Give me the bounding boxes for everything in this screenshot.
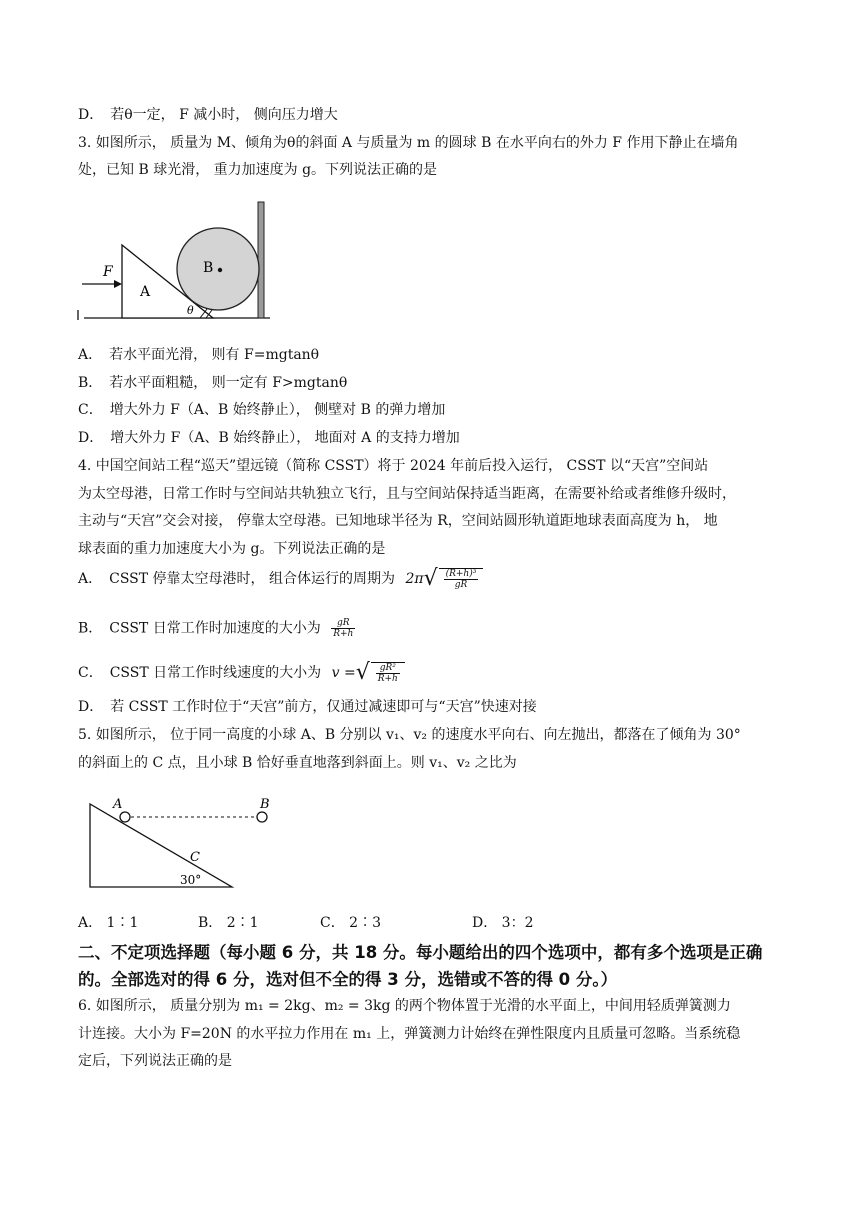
q3-option-c: C． 增大外力 F（A、B 始终静止）， 侧壁对 B 的弹力增加 [78,402,446,418]
q5-option-c: C． 2∶3 [320,915,381,931]
label-b: B [203,260,214,276]
q5-option-a: A． 1∶1 [78,915,139,931]
label-f: F [103,264,113,280]
section2-heading-line2: 的。全部选对的得 6 分，选对但不全的得 3 分，选错或不答的得 0 分。） [78,970,618,989]
q5-figure [80,790,280,894]
label-a: A [113,797,123,812]
q4-stem-line3: 主动与“天宫”交会对接， 停靠太空母港。已知地球半径为 R，空间站圆形轨道距地球表面高度为 h， 地 [78,513,718,529]
q3-option-d: D． 增大外力 F（A、B 始终静止）， 地面对 A 的支持力增加 [78,430,460,446]
label-angle: 30° [180,873,202,887]
q4-stem-line4: 球表面的重力加速度大小为 g。下列说法正确的是 [78,541,386,557]
q5-stem-line1: 5. 如图所示， 位于同一高度的小球 A、B 分别以 v₁、v₂ 的速度水平向右、向左抛出，都落在了倾角为 30° [78,727,741,743]
q5-option-b: B． 2∶1 [198,915,259,931]
incline [90,804,232,887]
section2-heading-line1: 二、不定项选择题（每小题 6 分，共 18 分。每小题给出的四个选项中，都有多个选项是正确 [78,943,763,962]
q3-option-a: A． 若水平面光滑， 则有 F=mgtanθ [78,347,320,363]
ball-a [120,812,130,822]
q4-stem-line2: 为太空母港，日常工作时与空间站共轨独立飞行，且与空间站保持适当距离，在需要补给或者维修升级时， [78,486,736,502]
label-a: A [140,284,151,300]
label-c: C [190,850,200,865]
ball-b [257,812,267,822]
q3-figure [70,196,275,326]
q4-option-c: C． CSST 日常工作时线速度的大小为 v =√ $\frac{\text{gR²}}{R+h}$ [78,662,405,684]
q4-option-b: B． CSST 日常工作时加速度的大小为 $\frac{gR}{R+h}$ [78,618,354,639]
q6-stem-line3: 定后，下列说法正确的是 [78,1053,232,1069]
q2-option-d: D． 若θ一定， F 减小时， 侧向压力增大 [78,107,338,123]
q3-option-b: B． 若水平面粗糙， 则一定有 F>mgtanθ [78,375,348,391]
q6-stem-line1: 6. 如图所示， 质量分别为 m₁ = 2kg、m₂ = 3kg 的两个物体置于光滑的水平面上，中间用轻质弹簧测力 [78,998,731,1014]
ball-b [177,228,259,310]
q6-stem-line2: 计连接。大小为 F=20N 的水平拉力作用在 m₁ 上，弹簧测力计始终在弹性限度内且质量可忽略。当系统稳 [78,1026,741,1042]
q4-option-a: A． CSST 停靠太空母港时， 组合体运行的周期为 2π√ $\frac{\text{(R+h)³}}{gR}$ [78,568,483,590]
wall [258,202,264,318]
q3-stem-line1: 3. 如图所示， 质量为 M、倾角为θ的斜面 A 与质量为 m 的圆球 B 在水平向右的外力 F 作用下静止在墙角 [78,135,739,151]
q4-stem-line1: 4. 中国空间站工程“巡天”望远镜（简称 CSST）将于 2024 年前后投入运行， CSST 以“天宫”空间站 [78,458,709,474]
label-b: B [260,797,270,812]
q5-stem-line2: 的斜面上的 C 点，且小球 B 恰好垂直地落到斜面上。则 v₁、v₂ 之比为 [78,755,517,771]
q3-stem-line2: 处，已知 B 球光滑， 重力加速度为 g。下列说法正确的是 [78,162,438,178]
q4-option-d: D． 若 CSST 工作时位于“天宫”前方，仅通过减速即可与“天宫”快速对接 [78,699,537,715]
q4-a-coef: 2π [405,571,424,587]
q5-option-d: D． 3：2 [472,915,534,931]
label-theta: θ [187,304,194,317]
